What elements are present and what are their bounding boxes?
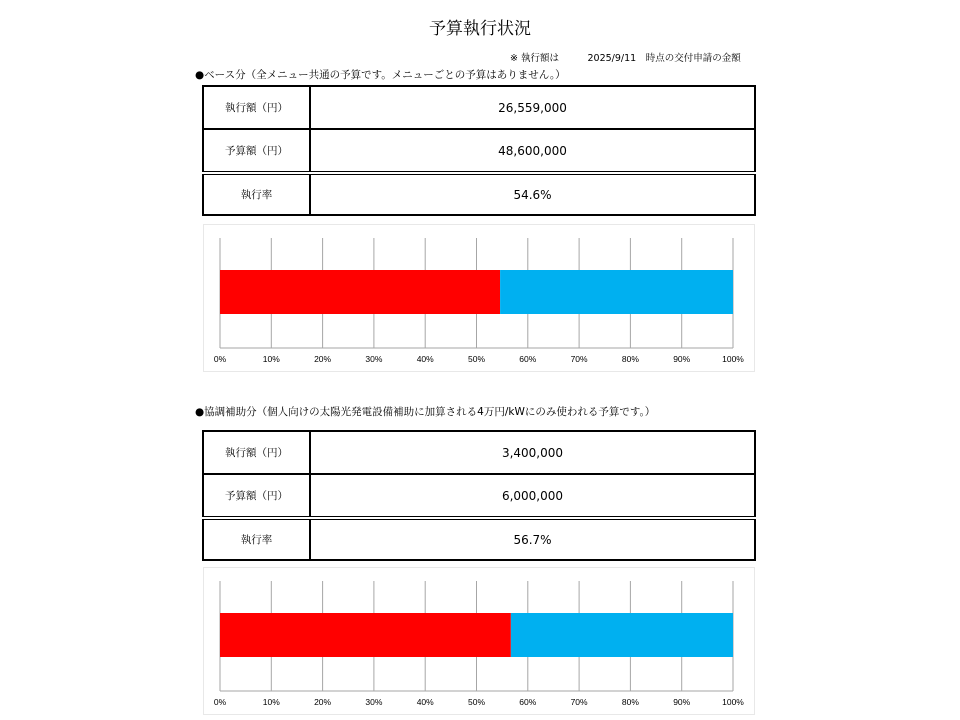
table-row (203, 474, 755, 518)
tick-label: 70% (570, 354, 588, 364)
table-row (203, 173, 755, 215)
table-row (203, 431, 755, 474)
row-label: 予算額（円） (203, 474, 310, 518)
remaining-bar (511, 613, 733, 657)
tick-label: 40% (416, 697, 434, 707)
tick-label: 50% (467, 354, 486, 364)
tick-label: 20% (314, 697, 332, 707)
timestamp-note: ※ 執行額は 2025/9/11 時点の交付申請の金額 (510, 53, 741, 64)
tick-label: 0% (213, 697, 227, 707)
tick-label: 10% (262, 354, 280, 364)
row-value: 54.6% (310, 173, 755, 215)
tick-label: 60% (519, 697, 537, 707)
base-budget-table (202, 85, 756, 216)
row-value: 3,400,000 (310, 431, 755, 474)
chart-svg (203, 567, 755, 715)
tick-label: 20% (314, 354, 332, 364)
row-value: 6,000,000 (310, 474, 755, 518)
row-value: 56.7% (310, 518, 755, 560)
row-label: 執行額（円） (203, 86, 310, 129)
row-label: 執行率 (203, 518, 310, 560)
tick-label: 0% (213, 354, 227, 364)
tick-label: 100% (722, 697, 744, 707)
tick-label: 30% (365, 697, 383, 707)
tick-label: 10% (262, 697, 280, 707)
tick-label: 100% (722, 354, 744, 364)
section-heading-base: ●ベース分（全メニュー共通の予算です。メニューごとの予算はありません。） (195, 69, 566, 81)
tick-label: 30% (365, 354, 383, 364)
section-heading-coop: ●協調補助分（個人向けの太陽光発電設備補助に加算される4万円/kWにのみ使われる予算です。） (195, 406, 656, 418)
base-execution-chart (203, 224, 755, 372)
tick-label: 50% (467, 697, 486, 707)
coop-budget-table (202, 430, 756, 561)
tick-label: 60% (519, 354, 537, 364)
coop-execution-chart (203, 567, 755, 715)
chart-svg (203, 224, 755, 372)
remaining-bar (500, 270, 733, 314)
row-label: 執行率 (203, 173, 310, 215)
row-value: 26,559,000 (310, 86, 755, 129)
tick-label: 40% (416, 354, 434, 364)
table-row (203, 86, 755, 129)
executed-bar (220, 270, 500, 314)
tick-label: 70% (570, 697, 588, 707)
row-label: 予算額（円） (203, 129, 310, 173)
table-row (203, 518, 755, 560)
executed-bar (220, 613, 511, 657)
row-value: 48,600,000 (310, 129, 755, 173)
tick-label: 90% (673, 354, 691, 364)
tick-label: 90% (673, 697, 691, 707)
row-label: 執行額（円） (203, 431, 310, 474)
page-title: 予算執行状況 (429, 19, 531, 39)
tick-label: 80% (621, 697, 639, 707)
tick-label: 80% (621, 354, 639, 364)
table-row (203, 129, 755, 173)
